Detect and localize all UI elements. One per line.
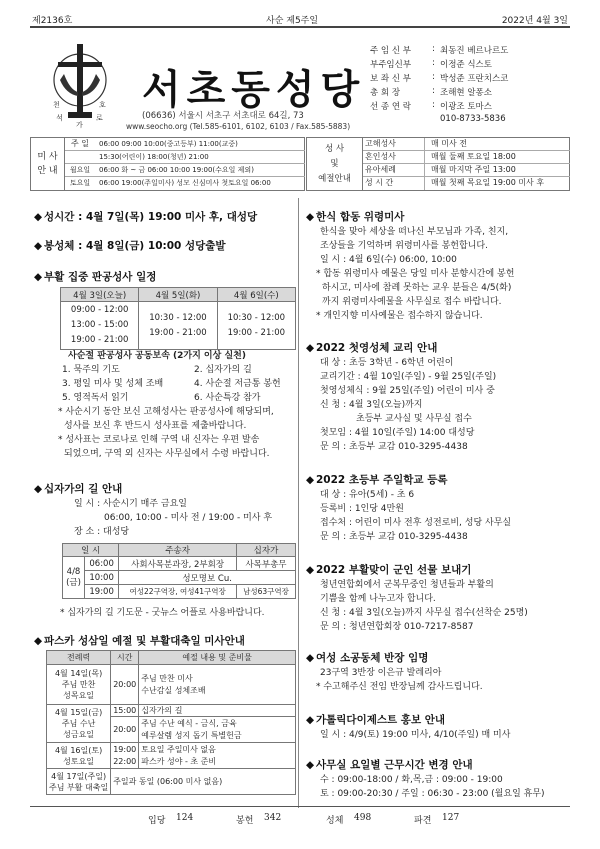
sacrament-name: 성 시 간 bbox=[365, 177, 425, 190]
staff-role: 총 회 장 bbox=[370, 88, 401, 98]
sacrament-name: 고해성사 bbox=[365, 138, 425, 151]
notice-line: 접수처 : 어린이 미사 전후 성전로비, 성당 사무실 bbox=[320, 518, 512, 528]
notice-line: 첫모임 : 4월 10일(주일) 14:00 대성당 bbox=[320, 428, 475, 438]
section-title: 여성 소공동체 반장 임명 bbox=[316, 652, 429, 664]
staff-name: 이광조 토마스 bbox=[440, 102, 492, 112]
table-cell: 10:00 bbox=[85, 571, 119, 585]
table-cell: 19:00 bbox=[85, 585, 119, 599]
notice-line: 교리기간 : 4월 10일(주일) - 9월 25일(주일) bbox=[320, 372, 497, 382]
hymn-label: 성체 bbox=[326, 816, 344, 826]
hymn-numbers-footer bbox=[30, 806, 570, 826]
table-header: 예절 내용 및 준비물 bbox=[139, 651, 296, 665]
table-cell bbox=[47, 665, 111, 705]
notice-line: 신 청 : 4월 3일(오늘)까지 사무실 접수(선착순 25명) bbox=[320, 608, 528, 618]
hymn-label: 봉헌 bbox=[236, 816, 254, 826]
notice-line: 토 : 09:00-20:30 / 주일 : 06:30 - 23:00 (월요일 휴무) bbox=[320, 789, 545, 799]
penance-subtitle: 사순절 판공성사 공동보속 (2가지 이상 실천) bbox=[68, 351, 246, 361]
diamond-bullet-icon: ◆ bbox=[306, 474, 315, 486]
church-address: (06636) 서울시 서초구 서초대로 64길, 73 bbox=[142, 111, 304, 121]
mass-row bbox=[65, 177, 305, 190]
mass-row bbox=[65, 164, 305, 177]
column-divider bbox=[298, 198, 299, 808]
penance-item: 5. 영적독서 읽기 bbox=[62, 393, 129, 403]
logo-char-3: 석 bbox=[56, 114, 63, 122]
notice-line: 일 시 : 4월 6일(수) 06:00, 10:00 bbox=[320, 255, 457, 265]
liturgy-time: 19:00 bbox=[113, 744, 137, 754]
notice-line: 한식을 맞아 세상을 떠나신 부모님과 가족, 친지, bbox=[320, 227, 509, 237]
table-cell: 십자가의 길 bbox=[139, 705, 296, 717]
table-header: 십자가 bbox=[236, 544, 295, 557]
section-title: 가톨릭다이제스트 홍보 안내 bbox=[316, 714, 446, 726]
table-cell: 여성22구역장, 여성41구역장 bbox=[119, 585, 237, 599]
soldier-gift-title bbox=[306, 562, 471, 577]
staff-role: 주 임 신 부 bbox=[370, 46, 411, 56]
digest-title bbox=[306, 712, 445, 727]
label-line: 성 사 bbox=[324, 144, 345, 154]
notice-line: 첫영성체식 : 9월 25일(주일) 어린이 미사 중 bbox=[320, 386, 495, 396]
triduum-title bbox=[34, 633, 245, 648]
notice-line: 등록비 : 1인당 4만원 bbox=[320, 504, 404, 514]
liturgy-day: 주님 부활 대축일 bbox=[49, 782, 109, 792]
label-line: 예절안내 bbox=[318, 174, 351, 184]
notice-line: 조상들을 기억하며 위령미사를 봉헌합니다. bbox=[320, 241, 488, 251]
staff-role: 부주임신부 bbox=[370, 60, 412, 70]
church-logo bbox=[50, 40, 110, 130]
table-cell: 남성63구역장 bbox=[236, 585, 295, 599]
notice-line: 하시고, 미사에 참례 못하는 교우 분들은 4/5(화) bbox=[322, 283, 512, 293]
diamond-bullet-icon: ◆ bbox=[306, 714, 315, 726]
notice-line: * 합동 위령미사 예물은 당일 미사 분향시간에 봉헌 bbox=[316, 269, 515, 279]
staff-list bbox=[370, 44, 570, 128]
memorial-mass-title bbox=[306, 209, 404, 224]
time-slot: 19:00 - 21:00 bbox=[149, 327, 207, 338]
penance-note: 되었으며, 구역 외 신자는 사무실에서 수령 바랍니다. bbox=[64, 449, 270, 459]
sacrament-row bbox=[363, 151, 570, 164]
section-title: 파스카 성삼일 예절 및 부활대축일 미사안내 bbox=[44, 635, 245, 647]
time-slot: 10:30 - 12:00 bbox=[227, 312, 286, 323]
table-cell: 15:00 bbox=[111, 705, 139, 717]
liturgy-day: 4월 15일(금) bbox=[54, 708, 103, 717]
sacrament-row bbox=[363, 164, 570, 177]
liturgy-content: 예루살렘 성지 돕기 특별헌금 bbox=[141, 730, 242, 740]
sacrament-name: 유아세례 bbox=[365, 164, 425, 177]
section-title: 2022 첫영성체 교리 안내 bbox=[316, 342, 438, 354]
stations-note: * 십자가의 길 기도문 - 굿뉴스 어플로 사용바랍니다. bbox=[60, 608, 265, 618]
notice-line: * 수고해주신 전임 반장님께 감사드립니다. bbox=[316, 682, 483, 692]
sunday-school-title bbox=[306, 472, 447, 487]
office-hours-title bbox=[306, 757, 473, 772]
penance-note: 성사를 보신 후 반드시 성사표를 제출바랍니다. bbox=[64, 421, 247, 431]
mass-time: 06:00 09:00 10:00(중고등부) 11:00(교중) bbox=[99, 140, 238, 148]
sacrament-name: 혼인성사 bbox=[365, 151, 425, 164]
mass-day: 토요일 bbox=[69, 179, 91, 187]
staff-name: 이정준 식스토 bbox=[440, 60, 492, 70]
section-title: 봉성체 : 4월 8일(금) 10:00 성당출발 bbox=[44, 240, 226, 252]
mass-time: 15:30(어린이) 18:00(청년) 21:00 bbox=[99, 153, 209, 161]
liturgy-day: 4월 17일(주일) bbox=[51, 771, 107, 781]
diamond-bullet-icon: ◆ bbox=[34, 635, 43, 647]
liturgy-content: 토요일 주일미사 없음 bbox=[141, 744, 216, 754]
notice-line: 문 의 : 초등부 교감 010-3295-4438 bbox=[320, 442, 468, 452]
sacrament-row bbox=[363, 177, 570, 190]
table-cell bbox=[217, 302, 295, 350]
church-title: 서초동성당 bbox=[142, 67, 366, 113]
mass-day: 주 일 bbox=[71, 139, 89, 148]
notice-line: 수 : 09:00-18:00 / 화,목,금 : 09:00 - 19:00 bbox=[320, 775, 503, 785]
confession-schedule-title bbox=[34, 269, 156, 284]
label-line: 및 bbox=[330, 159, 339, 169]
table-cell bbox=[139, 302, 217, 350]
diamond-bullet-icon: ◆ bbox=[306, 564, 315, 576]
staff-row: 선 종 연 락 : 이광조 토마스 bbox=[370, 100, 570, 114]
diamond-bullet-icon: ◆ bbox=[306, 342, 315, 354]
stations-line: 일 시 : 사순시기 매주 금요일 bbox=[74, 499, 187, 509]
time-slot: 09:00 - 12:00 bbox=[70, 305, 129, 315]
logo-char-1: 천 bbox=[53, 101, 60, 109]
stations-date: 4/8 (금) bbox=[63, 557, 85, 599]
staff-row: 부주임신부 : 이정준 식스토 bbox=[370, 58, 570, 72]
hymn-number: 124 bbox=[176, 813, 194, 823]
mass-row bbox=[65, 151, 305, 164]
penance-item: 2. 십자가의 길 bbox=[194, 365, 252, 375]
section-title: 2022 부활맞이 군인 선물 보내기 bbox=[316, 564, 472, 576]
penance-item: 1. 묵주의 기도 bbox=[62, 365, 120, 375]
table-cell: 20:00 bbox=[111, 717, 139, 743]
notice-line: 대 상 : 유아(5세) - 초 6 bbox=[320, 490, 415, 500]
diamond-bullet-icon: ◆ bbox=[34, 483, 43, 495]
stations-line: 06:00, 10:00 - 미사 전 / 19:00 - 미사 후 bbox=[104, 513, 273, 523]
section-title: 사무실 요일별 근무시간 변경 안내 bbox=[316, 759, 473, 771]
table-cell: 사회사목분과장, 2부회장 bbox=[119, 557, 237, 571]
table-cell bbox=[47, 705, 111, 743]
liturgy-content: 주님 만찬 미사 bbox=[141, 673, 193, 683]
hymn-label: 입당 bbox=[148, 816, 166, 826]
liturgy-day: 주님 만찬 bbox=[61, 680, 96, 689]
notice-line: 초등부 교사실 및 사무실 접수 bbox=[356, 414, 472, 424]
table-cell bbox=[139, 743, 296, 769]
liturgy-day: 4월 14일(목) bbox=[54, 669, 103, 678]
table-cell: 성모명보 Cu. bbox=[119, 571, 296, 585]
liturgy-content: 수난감실 성체조배 bbox=[141, 685, 206, 695]
header-bar bbox=[30, 8, 570, 28]
women-group-title bbox=[306, 650, 428, 665]
section-title: 성시간 : 4월 7일(목) 19:00 미사 후, 대성당 bbox=[44, 211, 258, 223]
liturgy-day: 성목요일 bbox=[63, 691, 95, 700]
table-cell: 사목부총무 bbox=[236, 557, 295, 571]
table-header: 4월 6일(수) bbox=[217, 288, 295, 302]
staff-row: 보 좌 신 부 : 박성준 프란치스코 bbox=[370, 72, 570, 86]
liturgy-day: 성토요일 bbox=[63, 756, 95, 766]
mass-times-label bbox=[31, 138, 65, 190]
section-title: 부활 집중 판공성사 일정 bbox=[44, 271, 157, 283]
table-cell bbox=[139, 665, 296, 705]
mass-row bbox=[65, 138, 305, 151]
issue-number: 제2136호 bbox=[32, 16, 73, 26]
hymn-number: 127 bbox=[442, 813, 460, 823]
penance-note: * 사순시기 동안 보신 고해성사는 판공성사에 해당되며, bbox=[58, 407, 274, 417]
penance-note: * 성사표는 코로나로 인해 구역 내 신자는 우편 발송 bbox=[58, 435, 260, 445]
liturgy-content: 주님 수난 예식 - 금식, 금육 bbox=[141, 718, 237, 728]
holy-hour-notice bbox=[34, 209, 257, 224]
sacraments-label bbox=[307, 138, 363, 190]
notice-line: 23구역 3반장 이은규 발레리아 bbox=[320, 668, 442, 678]
liturgy-day: 4월 16일(토) bbox=[54, 745, 103, 755]
notice-line: 신 청 : 4월 3일(오늘)까지 bbox=[320, 400, 423, 410]
diamond-bullet-icon: ◆ bbox=[306, 759, 315, 771]
label-line: 안 내 bbox=[37, 166, 58, 176]
penance-item: 4. 사순절 저금통 봉헌 bbox=[194, 379, 281, 389]
table-cell bbox=[47, 743, 111, 769]
mass-day: 월요일 bbox=[69, 166, 91, 174]
section-title: 2022 초등부 주일학교 등록 bbox=[316, 474, 448, 486]
hymn-number: 342 bbox=[264, 813, 282, 823]
section-title: 십자가의 길 안내 bbox=[44, 483, 123, 495]
sacrament-time: 매 미사 전 bbox=[431, 139, 467, 148]
staff-row: 총 회 장 : 조해현 알퐁소 bbox=[370, 86, 570, 100]
liturgy-day: 주님 수난 bbox=[61, 719, 96, 728]
penance-item: 6. 사순특강 참가 bbox=[194, 393, 261, 403]
notice-line: 문 의 : 청년연합회장 010-7217-8587 bbox=[320, 622, 474, 632]
diamond-bullet-icon: ◆ bbox=[34, 271, 43, 283]
table-header: 전례력 bbox=[47, 651, 111, 665]
time-slot: 19:00 - 21:00 bbox=[70, 335, 129, 345]
bulletin-date: 2022년 4월 3일 bbox=[501, 16, 568, 26]
time-slot: 10:30 - 12:00 bbox=[149, 312, 207, 323]
liturgical-sunday: 사순 제5주일 bbox=[266, 16, 319, 26]
table-header: 일 시 bbox=[63, 544, 119, 557]
staff-name: 박성준 프란치스코 bbox=[440, 74, 509, 84]
diamond-bullet-icon: ◆ bbox=[306, 211, 315, 223]
staff-role: 보 좌 신 부 bbox=[370, 74, 411, 84]
notice-line: * 개인지향 미사예물은 접수하지 않습니다. bbox=[316, 311, 483, 321]
staff-row: 주 임 신 부 : 최동진 베르나르도 bbox=[370, 44, 570, 58]
hymn-number: 498 bbox=[354, 813, 372, 823]
triduum-table bbox=[46, 650, 296, 795]
table-cell bbox=[61, 302, 139, 350]
table-cell: 주일과 동일 (06:00 미사 없음) bbox=[111, 769, 296, 795]
staff-name: 조해현 알퐁소 bbox=[440, 88, 492, 98]
table-cell bbox=[47, 769, 111, 795]
liturgy-time: 22:00 bbox=[113, 756, 137, 766]
time-slot: 19:00 - 21:00 bbox=[227, 327, 286, 338]
stations-line: 장 소 : 대성당 bbox=[74, 527, 130, 537]
sacrament-time: 매월 첫째 목요일 19:00 미사 후 bbox=[431, 178, 545, 187]
mass-times-box bbox=[30, 137, 305, 191]
communion-visit-notice bbox=[34, 238, 226, 253]
table-header: 4월 3일(오늘) bbox=[61, 288, 139, 302]
diamond-bullet-icon: ◆ bbox=[34, 211, 43, 223]
notice-line: 까지 위령미사예물을 사무실로 접수 바랍니다. bbox=[322, 297, 502, 307]
notice-line: 문 의 : 초등부 교감 010-3295-4438 bbox=[320, 532, 468, 542]
liturgy-content: 파스카 성야 - 초 준비 bbox=[141, 756, 217, 766]
table-header: 4월 5일(화) bbox=[139, 288, 217, 302]
staff-name: 최동진 베르나르도 bbox=[440, 46, 509, 56]
table-cell: 06:00 bbox=[85, 557, 119, 571]
logo-char-5: 가 bbox=[76, 121, 83, 129]
mass-time: 06:00 19:00(주일미사) 성모 신심미사 첫토요일 06:00 bbox=[99, 179, 271, 187]
first-communion-title bbox=[306, 340, 437, 355]
logo-char-2: 호 bbox=[99, 101, 106, 109]
stations-title bbox=[34, 481, 122, 496]
stations-table bbox=[62, 543, 296, 599]
diamond-bullet-icon: ◆ bbox=[306, 652, 315, 664]
sacrament-time: 매월 둘째 토요일 18:00 bbox=[431, 152, 516, 161]
notice-line: 대 상 : 초등 3학년 - 6학년 어린이 bbox=[320, 358, 454, 368]
mass-time: 06:00 화 ~ 금 06:00 10:00 19:00(수요일 제외) bbox=[99, 166, 254, 174]
staff-phone: 010-8733-5836 bbox=[440, 114, 506, 124]
notice-line: 일 시 : 4/9(토) 19:00 미사, 4/10(주일) 매 미사 bbox=[320, 730, 511, 740]
section-title: 한식 합동 위령미사 bbox=[316, 211, 405, 223]
hymn-label: 파견 bbox=[414, 816, 432, 826]
table-header: 시간 bbox=[111, 651, 139, 665]
sacraments-box bbox=[306, 137, 570, 191]
notice-line: 청년연합회에서 군복무중인 청년들과 부활의 bbox=[320, 580, 494, 590]
sacrament-row bbox=[363, 138, 570, 151]
label-line: 미 사 bbox=[37, 152, 58, 162]
liturgy-day: 성금요일 bbox=[63, 730, 95, 739]
logo-char-4: 로 bbox=[96, 114, 103, 122]
table-cell: 20:00 bbox=[111, 665, 139, 705]
sacrament-time: 매월 마지막 주일 13:00 bbox=[431, 165, 516, 174]
staff-role bbox=[370, 114, 432, 128]
notice-line: 기쁨을 함께 나누고자 합니다. bbox=[320, 594, 436, 604]
staff-row bbox=[370, 114, 570, 128]
staff-role: 선 종 연 락 bbox=[370, 102, 411, 112]
confession-table bbox=[60, 287, 296, 350]
diamond-bullet-icon: ◆ bbox=[34, 240, 43, 252]
church-contact: www.seocho.org (Tel.585-6101, 6102, 6103 / Fax.585-5883) bbox=[126, 122, 351, 131]
table-cell bbox=[139, 717, 296, 743]
penance-item: 3. 평일 미사 및 성체 조배 bbox=[62, 379, 164, 389]
time-slot: 13:00 - 15:00 bbox=[70, 320, 129, 330]
table-header: 주송자 bbox=[119, 544, 237, 557]
table-cell bbox=[111, 743, 139, 769]
